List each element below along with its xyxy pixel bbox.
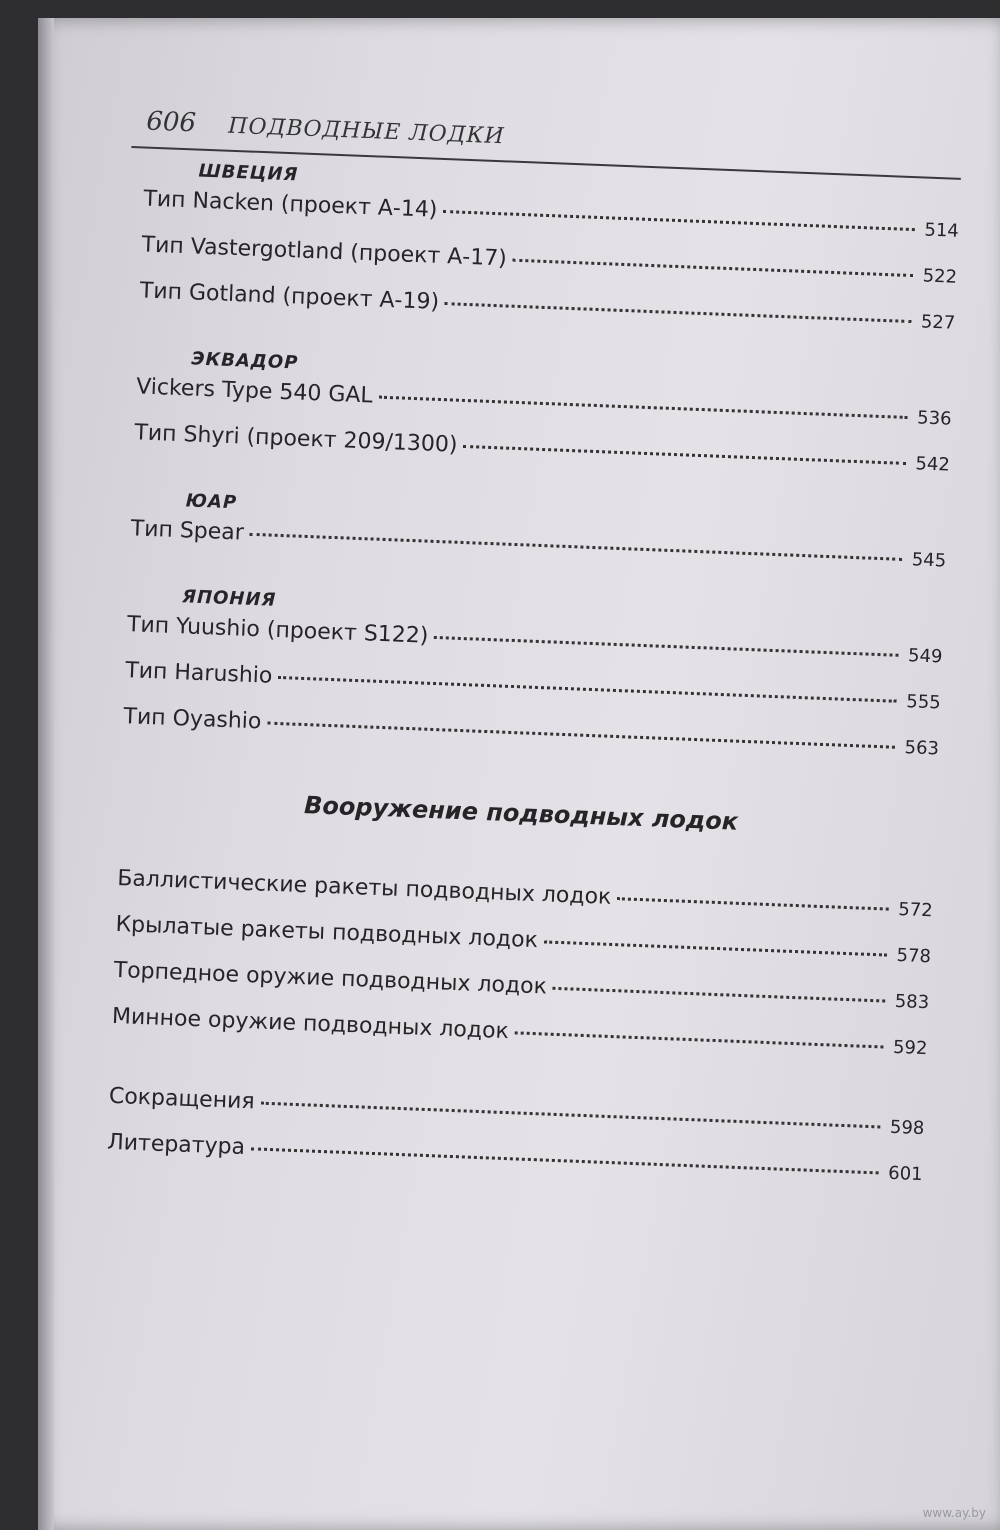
table-of-contents	[92, 106, 962, 1207]
dot-leader	[513, 259, 913, 277]
toc-entry-label: Тип Gotland (проект А-19)	[139, 278, 440, 315]
toc-entry-label: Тип Nacken (проект А-14)	[142, 186, 438, 223]
section-title-south-africa: ЮАР	[185, 490, 238, 514]
toc-entry-page: 601	[887, 1162, 923, 1186]
toc-entry-label: Тип Spear	[130, 516, 245, 546]
toc-entry-label: Минное оружие подводных лодок	[111, 1003, 510, 1045]
toc-entry-page: 549	[907, 645, 943, 668]
toc-entry-label: Баллистические ракеты подводных лодок	[116, 865, 612, 910]
dot-leader	[617, 897, 889, 910]
toc-entry-page: 542	[915, 453, 951, 476]
toc-entry-label: Тип Yuushio (проект S122)	[126, 612, 429, 649]
toc-entry-page: 555	[905, 691, 942, 714]
section-title-ecuador: ЭКВАДОР	[190, 348, 299, 374]
toc-entry-page: 578	[896, 944, 932, 968]
dot-leader	[434, 636, 898, 657]
dot-leader	[463, 445, 906, 465]
toc-entry-page: 598	[889, 1116, 925, 1140]
toc-entry-page: 583	[894, 990, 930, 1014]
page-number: 606	[145, 106, 197, 139]
toc-entry-label: Vickers Type 540 GAL	[135, 374, 374, 409]
dot-leader	[553, 987, 885, 1003]
toc-entry-label: Литература	[106, 1129, 246, 1161]
section-title-sweden: ШВЕЦИЯ	[198, 160, 299, 186]
toc-entry-page: 563	[904, 737, 940, 760]
running-head: ПОДВОДНЫЕ ЛОДКИ	[227, 113, 506, 150]
toc-entry-page: 545	[911, 549, 947, 572]
toc-entry-page: 527	[920, 311, 956, 334]
toc-entry-page: 592	[892, 1036, 928, 1060]
section-title-japan: ЯПОНИЯ	[181, 586, 277, 611]
toc-entry-label: Сокращения	[108, 1083, 256, 1115]
toc-entry-label: Тип Vastergotland (проект А-17)	[141, 232, 508, 272]
toc-entry-label: Тип Harushio	[124, 658, 273, 689]
toc-entry-label: Тип Shyri (проект 209/1300)	[133, 420, 458, 458]
dot-leader	[544, 940, 887, 956]
toc-entry-label: Торпедное оружие подводных лодок	[113, 957, 548, 1000]
dot-leader	[445, 302, 911, 323]
book-page	[38, 18, 1000, 1530]
dot-leader	[379, 396, 908, 419]
toc-entry-page: 536	[916, 407, 952, 430]
toc-entry-label: Крылатые ракеты подводных лодок	[115, 911, 539, 954]
chapter-title: Вооружение подводных лодок	[303, 791, 739, 836]
toc-entry-page: 514	[924, 219, 960, 242]
toc-entry-page: 522	[922, 265, 958, 288]
toc-entry-page: 572	[897, 898, 934, 922]
toc-entry-label: Тип Oyashio	[123, 704, 262, 735]
dot-leader	[515, 1031, 884, 1048]
dot-leader	[443, 210, 915, 231]
page-edge-shadow	[38, 18, 54, 1530]
watermark: www.ay.by	[922, 1506, 986, 1520]
